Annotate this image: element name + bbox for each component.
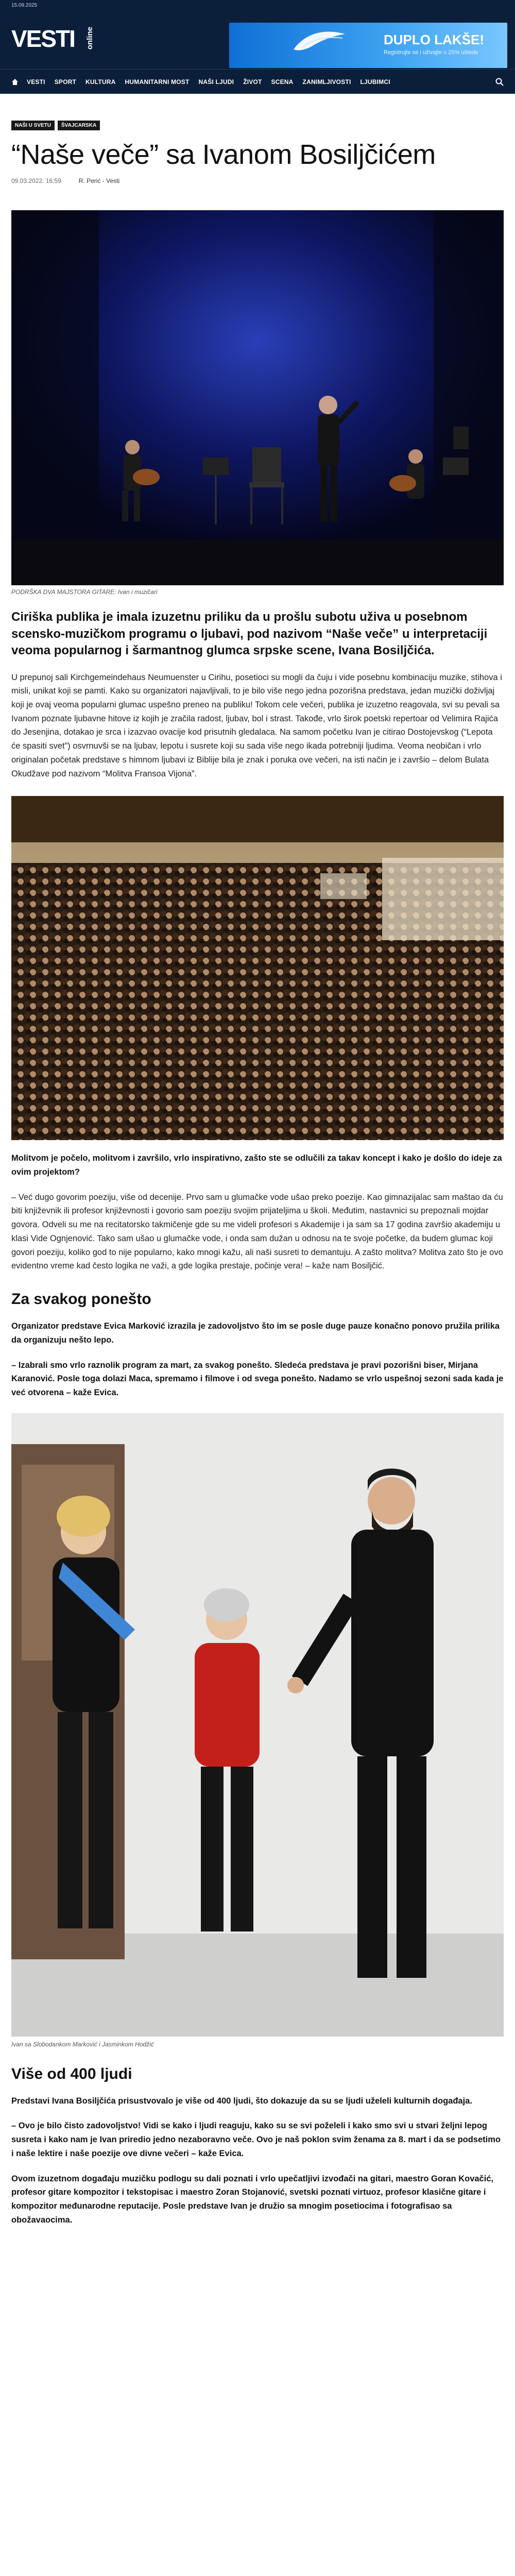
main-navigation [0, 69, 515, 94]
top-date-bar [0, 0, 515, 11]
paragraph-4: – Izabrali smo vrlo raznolik program za mart, za svakog ponešto. Sledeća predstava je pravi pozorišni biser, Mirjana Karanović. Posle toga dolazi Maca, spremamo i filmove i od svega ponešto. Nadamo se vrlo uspešnoj sezoni sada kada je već otvorena – kaže Evica. [11, 1360, 504, 1397]
tag-nasi-u-svetu[interactable]: NAŠI U SVETU [11, 121, 55, 130]
paragraph-1: U prepunoj sali Kirchgemeindehaus Neumuenster u Cirihu, posetioci su mogli da čuju i vide posebnu kombinaciju muzike, stihova i misli, unikat koji se pamti. Kako su organizatori najavljivali, to je bilo više nego jedna pozorišna predstava, jedan muzički doživljaj koji je ovaj veoma popularni glumac uspešno preneo na publiku! Tokom cele večeri, publika je izuzetno reagovala, svi su pevali sa Ivanom poznate ljubavne hitove iz kojih je zračila radost, ljubav, bol i strast. Takođe, vrlo širok poetski repertoar od Velimira Rajića do Jesenjina, dotakao je srca i izazvao ovacije kod prisutnih gledalaca. Na samom početku Ivan je citirao Dostojevskog (“Lepota će spasiti svet”) osvrnuvši se na ljubav, lepotu i susrete koji su sada više nego ikada potrebniji ljudima. Veoma neobičan i vrlo originalan početak predstave s himnom ljubavi iz Biblije bila je znak i poruka ove večeri, na isti način je i završio – delom Bulata Okudžave pod nazivom “Molitva Fransoa Vijona”. [11, 672, 502, 778]
advertisement-banner[interactable] [229, 23, 507, 68]
publish-date: 09.03.2022. 16:59 [11, 177, 61, 185]
article [0, 121, 515, 2227]
photo-caption-1: PODRŠKA DVA MAJSTORA GITARE: Ivan i muzičari [11, 588, 158, 596]
nav-item-zanimljivosti[interactable]: ZANIMLJIVOSTI [302, 78, 351, 86]
logo-suffix: online [85, 27, 94, 50]
stage-photo [11, 210, 504, 585]
paragraph-5: Predstavi Ivana Bosiljčića prisustvovalo je više od 400 ljudi, što dokazuje da su se ljudi uželeli kulturnih događaja. [11, 2096, 472, 2106]
paragraph-2: – Već dugo govorim poeziju, više od decenije. Prvo sam u glumačke vode ušao preko poezije. Kao gimnazijalac sam maštao da ću biti književnik ili profesor književnosti i govorio sam poeziju svojim prijateljima u školi. Međutim, nastavnici su prepoznali mojdar govora. Odveli su me na recitatorsko takmičenje gde su me videli profesori s Akademije i ja sam sa 17 godina završio akademiju u klasi Vide Ognjenović. Tako sam ušao u glumačke vode, i onda sam dužan u odnosu na te svoje početke, da budem glumac koji govori poeziju, koliko god to nije popularno, kako mnogi kažu, ali naši susreti to demantuju. A zašto molitva? Molitva zato što je ovo evidentno vreme kad često logika ne važi, a gde logika prestaje, počinje vera! – kaže nam Bosiljčić. [11, 1192, 503, 1271]
nav-item-zivot[interactable]: ŽIVOT [243, 78, 262, 86]
banner-subtitle: Registrujte se i uživajte u 25% uštede [384, 49, 478, 56]
interview-question: Molitvom je počelo, molitvom i završilo, vrlo inspirativno, zašto ste se odlučili za takav koncept i kako je došlo do ideje za ovim projektom? [11, 1154, 502, 1177]
nav-item-scena[interactable]: SCENA [271, 78, 294, 86]
site-logo[interactable] [11, 25, 94, 53]
article-meta [11, 177, 504, 184]
audience-illustration [11, 796, 504, 1140]
home-icon[interactable] [11, 78, 19, 86]
paragraph-6: – Ovo je bilo čisto zadovoljstvo! Vidi se kako i ljudi reaguju, kako su se svi poželeli i kako smo svi u stvari željni lepog susreta i kako nam je Ivan priredio jedno nezaboravno veče. Ovo je naš poklon svim ženama za 8. mart i da se podsetimo i naše lektire i naše poezije ove divne večeri – kaže Evica. [11, 2121, 501, 2158]
article-tags [11, 121, 504, 130]
nav-item-vesti[interactable]: VESTI [27, 78, 45, 86]
audience-photo [11, 796, 504, 1140]
photo-caption-2: Ivan sa Slobodankom Marković i Jasminkom Hodžić [11, 2040, 154, 2048]
article-lead: Ciriška publika je imala izuzetnu priliku da u prošlu subotu uživa u posebnom scensko-muzičkom programu o ljubavi, pod nazivom “Naše veče” u interpretaciji veoma popularnog i šarmantnog glumca srpske scene, Ivana Bosiljčića. [11, 610, 488, 658]
nav-item-humanitarni-most[interactable]: HUMANITARNI MOST [125, 78, 190, 86]
wing-icon [291, 29, 348, 55]
guests-photo [11, 1413, 504, 2037]
tag-svajcarska[interactable]: ŠVAJCARSKA [58, 121, 100, 130]
paragraph-7: Ovom izuzetnom događaju muzičku podlogu su dali poznati i vrlo upečatljivi izvođači na gitari, maestro Goran Kovačić, profesor gitare kompozitor i tekstopisac i maestro Zoran Stojanović, svetski poznati virtuoz, profesor klasične gitare i kompozitor međunarodne reputacije. Posle predstave Ivan je družio sa mnogim posetiocima i fotografisao sa obožavaocima. [11, 2174, 494, 2225]
logo-text: VESTI [11, 25, 75, 52]
nav-item-ljubimci[interactable]: LJUBIMCI [360, 78, 390, 86]
search-icon[interactable] [495, 78, 504, 86]
banner-title: DUPLO LAKŠE! [384, 32, 484, 47]
paragraph-3: Organizator predstave Evica Marković izrazila je zadovoljstvo što im se posle duge pauze konačno ponovo pružila prilika da organizuju nešto lepo. [11, 1321, 500, 1345]
nav-item-sport[interactable]: SPORT [54, 78, 77, 86]
nav-item-nasi-ljudi[interactable]: NAŠI LJUDI [198, 78, 234, 86]
section-heading-1: Za svakog ponešto [11, 1291, 151, 1308]
guests-illustration [11, 1413, 504, 2037]
section-heading-2: Više od 400 ljudi [11, 2065, 132, 2082]
nav-item-kultura[interactable]: KULTURA [85, 78, 116, 86]
article-title: “Naše veče” sa Ivanom Bosiljčićem [11, 139, 436, 170]
article-author: R. Perić - Vesti [78, 177, 120, 185]
masthead [0, 11, 515, 69]
current-date: 15.09.2025 [11, 3, 38, 8]
stage-illustration [11, 210, 504, 585]
